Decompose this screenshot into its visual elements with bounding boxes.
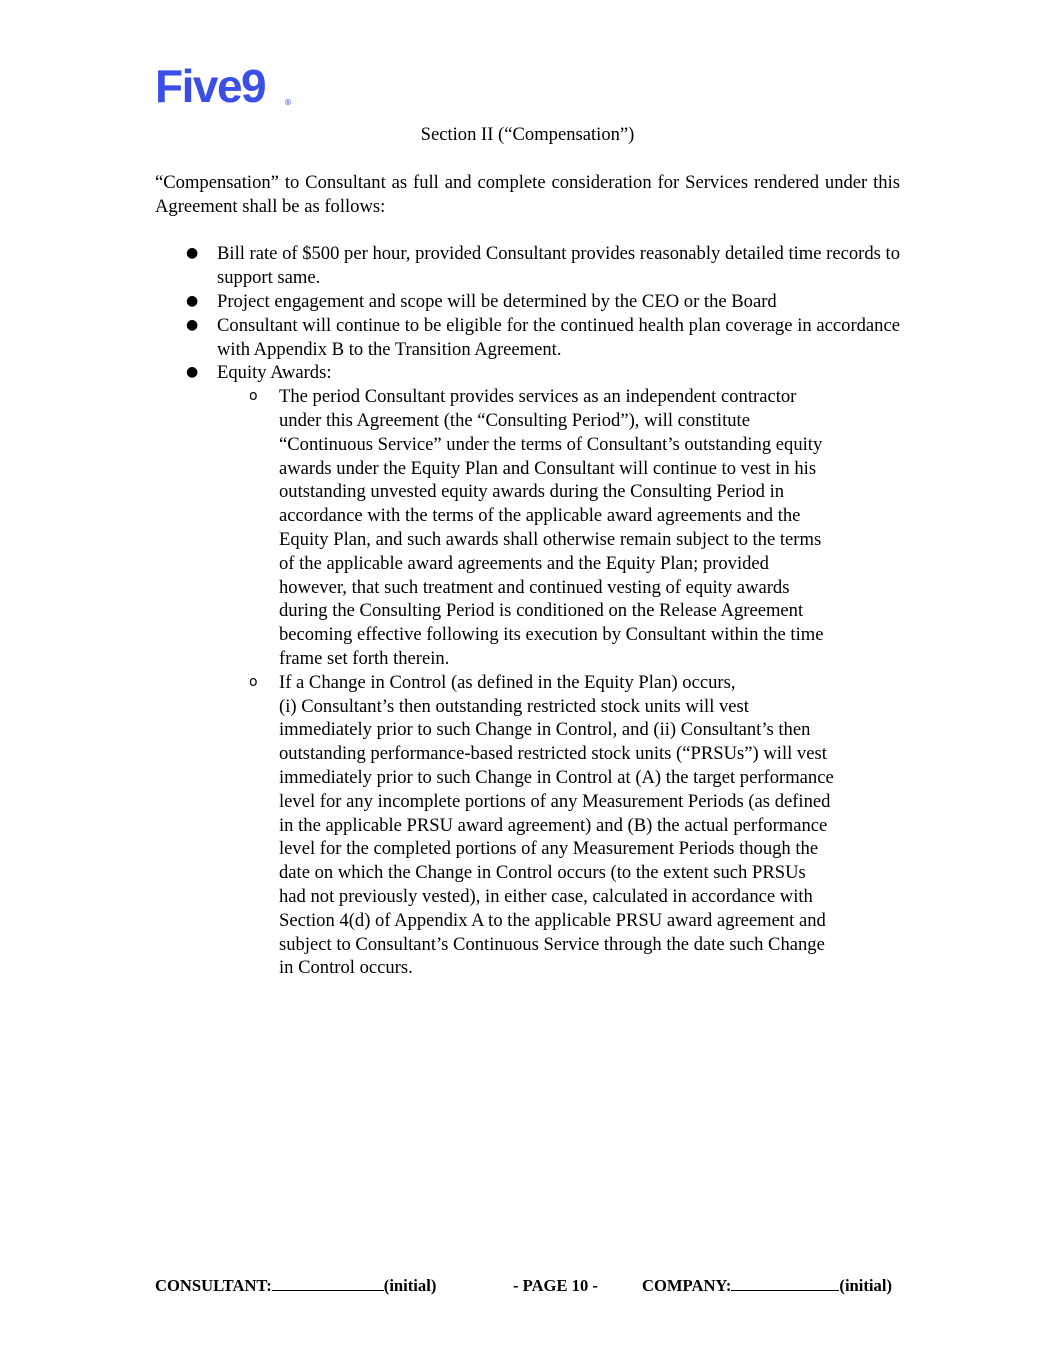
text-line: under this Agreement (the “Consulting Period”), will constitute bbox=[279, 409, 750, 431]
text-line: outstanding unvested equity awards during the Consulting Period in bbox=[279, 481, 785, 503]
text-line: awards under the Equity Plan and Consultant will continue to vest in his bbox=[279, 457, 817, 479]
logo-wordmark: Five9 bbox=[155, 60, 266, 112]
page-number: - PAGE 10 - bbox=[513, 1276, 598, 1295]
text-line: level for the completed portions of any Measurement Periods though the bbox=[279, 838, 819, 860]
text-line: Section 4(d) of Appendix A to the applicable PRSU award agreement and bbox=[279, 909, 826, 931]
sub-list-item bbox=[217, 671, 900, 980]
bullet-icon: ● bbox=[186, 364, 199, 381]
intro-paragraph: “Compensation” to Consultant as full and complete consideration for Services rendered under this Agreement shall be as follows: bbox=[155, 171, 900, 217]
consultant-label: CONSULTANT: bbox=[155, 1276, 272, 1295]
sub-list-item bbox=[217, 385, 900, 671]
equity-paragraph-2 bbox=[279, 671, 900, 980]
list-item bbox=[155, 290, 900, 314]
bullet-icon: ● bbox=[186, 316, 199, 333]
text-line: level for any incomplete portions of any Measurement Periods (as defined bbox=[279, 790, 831, 812]
five9-logo bbox=[155, 60, 295, 112]
consultant-initial-blank bbox=[272, 1274, 384, 1291]
text-line: immediately prior to such Change in Control, and (ii) Consultant’s then bbox=[279, 719, 811, 741]
bullet-text: Project engagement and scope will be determined by the CEO or the Board bbox=[217, 290, 777, 312]
registered-mark: ® bbox=[284, 98, 292, 107]
text-line: immediately prior to such Change in Control at (A) the target performance bbox=[279, 766, 834, 788]
text-line: frame set forth therein. bbox=[279, 647, 450, 669]
text-line: in the applicable PRSU award agreement) and (B) the actual performance bbox=[279, 814, 828, 836]
bullet-text: Bill rate of $500 per hour, provided Consultant provides reasonably detailed time records to support same. bbox=[217, 243, 900, 289]
circle-bullet-icon: o bbox=[249, 673, 258, 690]
company-initial-blank bbox=[731, 1274, 839, 1291]
equity-paragraph-1 bbox=[279, 385, 900, 671]
text-line: If a Change in Control (as defined in the Equity Plan) occurs, bbox=[279, 671, 736, 693]
bullet-icon: ● bbox=[186, 245, 199, 262]
company-initial-block bbox=[642, 1274, 892, 1298]
company-label: COMPANY: bbox=[642, 1276, 732, 1295]
text-line: Equity Plan, and such awards shall otherwise remain subject to the terms bbox=[279, 528, 822, 550]
page-footer bbox=[155, 1274, 900, 1298]
text-line: accordance with the terms of the applicable award agreements and the bbox=[279, 505, 801, 527]
list-item bbox=[155, 242, 900, 290]
text-line: in Control occurs. bbox=[279, 957, 413, 979]
text-line: becoming effective following its execution by Consultant within the time bbox=[279, 624, 824, 646]
bullet-text: Equity Awards: bbox=[217, 362, 332, 384]
document-body bbox=[155, 123, 900, 980]
text-line: outstanding performance-based restricted stock units (“PRSUs”) will vest bbox=[279, 743, 827, 765]
list-item bbox=[155, 314, 900, 362]
circle-bullet-icon: o bbox=[249, 388, 258, 405]
list-item bbox=[155, 361, 900, 980]
text-line: of the applicable award agreements and the Equity Plan; provided bbox=[279, 552, 769, 574]
text-line: date on which the Change in Control occurs (to the extent such PRSUs bbox=[279, 862, 806, 884]
text-line: during the Consulting Period is conditioned on the Release Agreement bbox=[279, 600, 804, 622]
bullet-text: Consultant will continue to be eligible for the continued health plan coverage in accordance with Appendix B to the Transition Agreement. bbox=[217, 314, 900, 360]
consultant-initial-label: (initial) bbox=[383, 1276, 437, 1295]
text-line: had not previously vested), in either case, calculated in accordance with bbox=[279, 885, 813, 907]
section-title: Section II (“Compensation”) bbox=[420, 124, 635, 145]
text-line: however, that such treatment and continued vesting of equity awards bbox=[279, 576, 790, 598]
bullet-icon: ● bbox=[186, 292, 199, 309]
compensation-list bbox=[155, 242, 900, 980]
text-line: The period Consultant provides services as an independent contractor bbox=[279, 386, 797, 408]
text-line: “Continuous Service” under the terms of Consultant’s outstanding equity bbox=[279, 433, 823, 455]
text-line: subject to Consultant’s Continuous Service through the date such Change bbox=[279, 933, 825, 955]
text-line: (i) Consultant’s then outstanding restricted stock units will vest bbox=[279, 695, 749, 717]
company-initial-label: (initial) bbox=[839, 1276, 892, 1295]
consultant-initial-block bbox=[155, 1274, 436, 1298]
equity-sublist bbox=[217, 385, 900, 980]
